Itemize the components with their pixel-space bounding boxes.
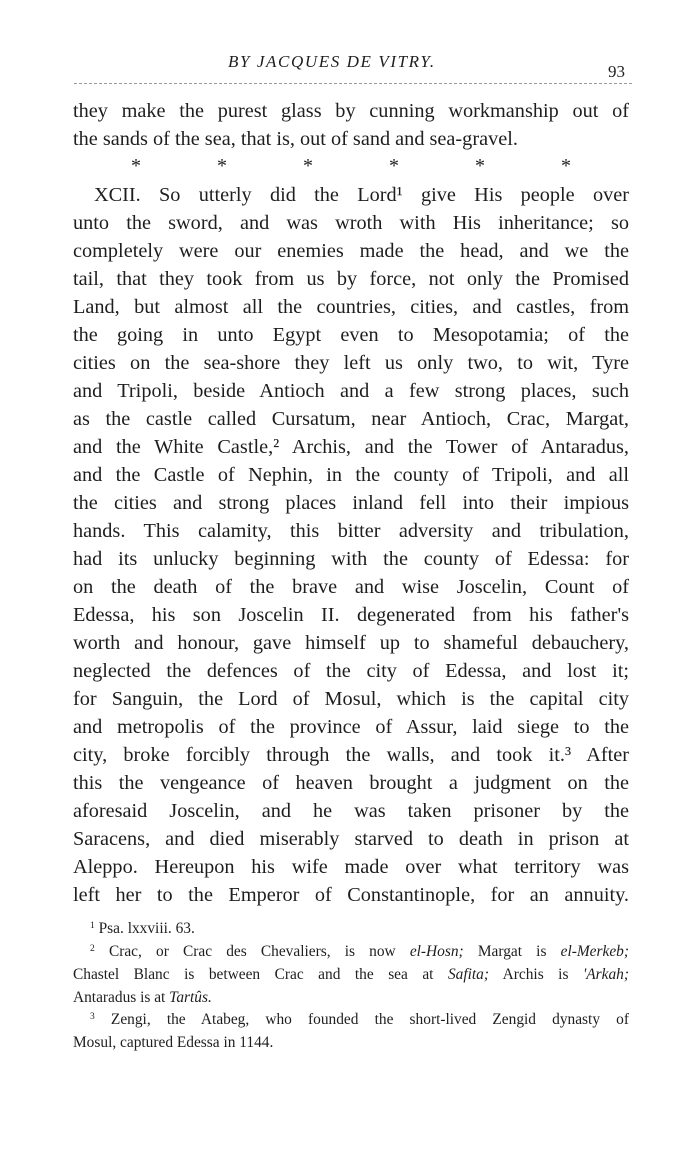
chapter-line: and the White Castle,² Archis, and the Tower of Antaradus, xyxy=(73,436,629,458)
chapter-line: worth and honour, gave himself up to shameful debauchery, xyxy=(73,632,629,654)
footnote-3 xyxy=(90,1008,629,1032)
footnote-2-line xyxy=(73,986,629,1010)
chapter-line: Land, but almost all the countries, cities, and castles, from xyxy=(73,296,629,318)
chapter-line: the going in unto Egypt even to Mesopotamia; of the xyxy=(73,324,629,346)
chapter-line: XCII. So utterly did the Lord¹ give His people over xyxy=(94,184,629,206)
asterisk: * xyxy=(389,155,399,177)
page-number: 93 xyxy=(608,62,625,81)
asterisk: * xyxy=(475,155,485,177)
running-head: BY JACQUES DE VITRY. xyxy=(228,52,436,71)
footnote-text: Zengi, the Atabeg, who founded the short-lived Zengid dynasty of xyxy=(110,1011,629,1028)
footnote-text: Crac, or Crac des Chevaliers, is now xyxy=(108,943,410,960)
section-break xyxy=(131,154,571,178)
chapter-line: and metropolis of the province of Assur, laid siege to the xyxy=(73,716,629,738)
footnote-text: Archis is xyxy=(489,966,583,983)
place-name: Safita; xyxy=(447,966,489,983)
chapter-line: for Sanguin, the Lord of Mosul, which is the capital city xyxy=(73,688,629,710)
place-name: Tartûs. xyxy=(169,989,212,1006)
chapter-line: unto the sword, and was wroth with His inheritance; so xyxy=(73,212,629,234)
footnote-text: Chastel Blanc is between Crac and the sea at xyxy=(73,966,448,983)
chapter-line: had its unlucky beginning with the county of Edessa: for xyxy=(73,548,629,570)
chapter-line: tail, that they took from us by force, not only the Promised xyxy=(73,268,629,290)
chapter-line: completely were our enemies made the head, and we the xyxy=(73,240,629,262)
asterisk: * xyxy=(561,155,571,177)
asterisk: * xyxy=(217,155,227,177)
chapter-line: hands. This calamity, this bitter adversity and tribulation, xyxy=(73,520,629,542)
chapter-line: city, broke forcibly through the walls, and took it.³ After xyxy=(73,744,629,766)
chapter-line: and the Castle of Nephin, in the county of Tripoli, and all xyxy=(73,464,629,486)
chapter-line: Saracens, and died miserably starved to death in prison at xyxy=(73,828,629,850)
footnote-text: Psa. lxxviii. 63. xyxy=(98,920,195,937)
header-rule xyxy=(74,83,632,84)
asterisk: * xyxy=(303,155,313,177)
body-line: they make the purest glass by cunning workmanship out of xyxy=(73,100,629,122)
footnote-1 xyxy=(90,917,629,941)
place-name: el-Merkeb; xyxy=(560,943,629,960)
chapter-line: as the castle called Cursatum, near Antioch, Crac, Margat, xyxy=(73,408,629,430)
chapter-line: left her to the Emperor of Constantinople, for an annuity. xyxy=(73,884,629,906)
footnote-3-line: Mosul, captured Edessa in 1144. xyxy=(73,1034,274,1051)
place-name: 'Arkah; xyxy=(582,966,629,983)
chapter-line: on the death of the brave and wise Joscelin, Count of xyxy=(73,576,629,598)
asterisk: * xyxy=(131,155,141,177)
footnote-2-line xyxy=(73,963,629,987)
chapter-line: aforesaid Joscelin, and he was taken prisoner by the xyxy=(73,800,629,822)
chapter-line: neglected the defences of the city of Edessa, and lost it; xyxy=(73,660,629,682)
chapter-line: Aleppo. Hereupon his wife made over what territory was xyxy=(73,856,629,878)
footnote-mark: 1 xyxy=(90,919,95,931)
chapter-line: the cities and strong places inland fell into their impious xyxy=(73,492,629,514)
chapter-line: cities on the sea-shore they left us only two, to wit, Tyre xyxy=(73,352,629,374)
chapter-line: Edessa, his son Joscelin II. degenerated from his father's xyxy=(73,604,629,626)
footnote-2 xyxy=(90,940,629,964)
chapter-line: and Tripoli, beside Antioch and a few strong places, such xyxy=(73,380,629,402)
chapter-line: this the vengeance of heaven brought a judgment on the xyxy=(73,772,629,794)
footnote-text: Margat is xyxy=(463,943,561,960)
body-line: the sands of the sea, that is, out of sand and sea-gravel. xyxy=(73,128,518,150)
footnote-text: Antaradus is at xyxy=(73,989,170,1006)
place-name: el-Hosn; xyxy=(409,943,464,960)
footnote-mark: 3 xyxy=(90,1010,95,1022)
footnote-mark: 2 xyxy=(90,942,95,954)
